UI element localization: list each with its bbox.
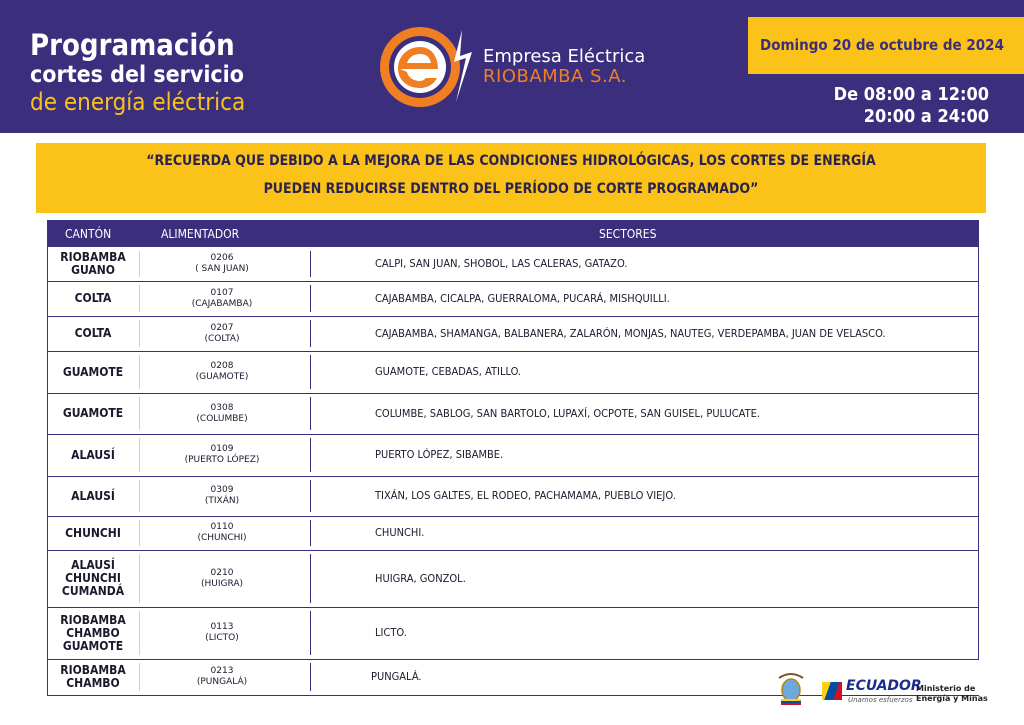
- canton-name: RIOBAMBA: [60, 663, 126, 677]
- alimentador-name: (CAJABAMBA): [191, 298, 253, 309]
- sectores-text: COLUMBE, SABLOG, SAN BARTOLO, LUPAXÍ, OCPOTE, SAN GUISEL, PULUCATE.: [375, 406, 761, 420]
- column-divider: [310, 663, 311, 691]
- alimentador-cell: [147, 607, 297, 659]
- table-header: [47, 220, 979, 247]
- alimentador-cell: [147, 550, 297, 607]
- column-divider: [310, 520, 311, 546]
- hours-line-1: De 08:00 a 12:00: [833, 84, 989, 105]
- alimentador-cell: [147, 316, 297, 351]
- alimentador-name: (COLUMBE): [196, 413, 248, 424]
- canton-name: ALAUSÍ: [71, 558, 115, 572]
- canton-name: COLTA: [74, 291, 112, 305]
- alimentador-name: (LICTO): [205, 633, 239, 643]
- canton-name: GUANO: [71, 263, 115, 277]
- alimentador-cell: [147, 476, 297, 516]
- table-row: [47, 516, 979, 551]
- alimentador-code: 0309: [210, 485, 234, 495]
- column-divider: [310, 554, 311, 603]
- canton-cell: [47, 316, 139, 351]
- column-divider: [139, 611, 140, 655]
- alimentador-cell: [147, 281, 297, 316]
- canton-name: CHUNCHI: [65, 525, 121, 540]
- canton-cell: [47, 659, 139, 695]
- column-divider: [139, 320, 140, 347]
- table-row: [47, 351, 979, 394]
- column-divider: [139, 663, 140, 691]
- column-divider: [139, 480, 140, 512]
- column-divider: [310, 355, 311, 389]
- canton-name: CHUNCHI: [65, 571, 121, 585]
- canton-cell: [47, 281, 139, 316]
- canton-cell: [47, 476, 139, 516]
- canton-name: GUAMOTE: [62, 638, 124, 653]
- table-row: [47, 550, 979, 608]
- column-divider: [310, 251, 311, 277]
- canton-cell: [47, 607, 139, 659]
- column-divider: [310, 611, 311, 655]
- alimentador-cell: [147, 351, 297, 393]
- sectores-text: CALPI, SAN JUAN, SHOBOL, LAS CALERAS, GATAZO.: [375, 257, 628, 270]
- canton-name: ALAUSÍ: [71, 488, 115, 503]
- alimentador-cell: [147, 393, 297, 434]
- column-divider: [139, 554, 140, 603]
- ecuador-coat-of-arms-icon: [776, 670, 806, 710]
- canton-cell: [47, 247, 139, 281]
- alimentador-cell: [147, 516, 297, 550]
- column-divider: [310, 397, 311, 430]
- column-divider: [310, 285, 311, 312]
- company-name-line1: Empresa Eléctrica: [483, 46, 646, 67]
- date-text: Domingo 20 de octubre de 2024: [760, 36, 1004, 54]
- sectores-text: CAJABAMBA, SHAMANGA, BALBANERA, ZALARÓN, MONJAS, NAUTEG, VERDEPAMBA, JUAN DE VELASCO.: [375, 326, 886, 340]
- sectores-text: GUAMOTE, CEBADAS, ATILLO.: [375, 365, 522, 378]
- alimentador-code: 0308: [210, 402, 234, 413]
- ministry-name: [916, 684, 988, 704]
- outage-hours: [834, 84, 989, 128]
- alimentador-code: 0109: [210, 444, 234, 454]
- sectores-cell: [375, 607, 945, 659]
- column-divider: [310, 480, 311, 512]
- ecuador-logo: ECUADOR: [846, 678, 922, 694]
- alimentador-code: 0110: [210, 522, 234, 532]
- notice-line-1: “RECUERDA QUE DEBIDO A LA MEJORA DE LAS CONDICIONES HIDROLÓGICAS, LOS CORTES DE ENERGÍA: [146, 153, 876, 169]
- table-row: [47, 434, 979, 477]
- column-divider: [139, 520, 140, 546]
- column-divider: [310, 320, 311, 347]
- alimentador-name: (COLTA): [204, 333, 240, 344]
- sectores-cell: [375, 393, 945, 434]
- table-row: [47, 607, 979, 660]
- alimentador-cell: [147, 247, 297, 281]
- sectores-cell: [375, 516, 945, 550]
- table-row: [47, 316, 979, 352]
- alimentador-cell: [147, 434, 297, 476]
- ecuador-flag-stripes-icon: [822, 682, 842, 700]
- alimentador-name: (GUAMOTE): [195, 372, 249, 382]
- sectores-text: LICTO.: [375, 626, 407, 639]
- header-alimentador: ALIMENTADOR: [161, 227, 240, 241]
- sectores-text: PUNGALÁ.: [371, 670, 422, 683]
- alimentador-name: (PUNGALÁ): [196, 677, 248, 687]
- column-divider: [139, 397, 140, 430]
- hours-line-2: 20:00 a 24:00: [863, 106, 989, 127]
- canton-name: GUAMOTE: [62, 364, 124, 379]
- page-title: [30, 30, 245, 115]
- alimentador-cell: [147, 659, 297, 695]
- sectores-cell: [375, 316, 945, 351]
- alimentador-name: (CHUNCHI): [197, 533, 247, 543]
- column-divider: [139, 355, 140, 389]
- alimentador-code: 0107: [210, 287, 234, 298]
- header-canton: CANTÓN: [65, 227, 112, 241]
- column-divider: [139, 285, 140, 312]
- alimentador-code: 0210: [210, 567, 234, 578]
- company-name: [483, 47, 645, 87]
- canton-name: COLTA: [74, 326, 112, 340]
- column-divider: [139, 438, 140, 472]
- table-row: [47, 247, 979, 282]
- sectores-text: TIXÁN, LOS GALTES, EL RODEO, PACHAMAMA, PUEBLO VIEJO.: [375, 489, 676, 502]
- sectores-text: CHUNCHI.: [375, 526, 425, 539]
- alimentador-code: 0208: [210, 361, 234, 371]
- sectores-text: HUIGRA, GONZOL.: [375, 571, 466, 585]
- sectores-cell: [375, 247, 945, 281]
- ecuador-slogan: Unamos esfuerzos: [848, 696, 913, 704]
- canton-name: RIOBAMBA: [60, 250, 126, 264]
- title-line-3: de energía eléctrica: [30, 88, 246, 116]
- canton-cell: [47, 516, 139, 550]
- date-badge: [748, 17, 1024, 74]
- sectores-cell: [375, 476, 945, 516]
- column-divider: [139, 251, 140, 277]
- alimentador-code: 0207: [210, 322, 234, 333]
- alimentador-code: 0213: [210, 666, 234, 676]
- ministry-line-1: Ministerio de: [916, 684, 976, 693]
- sectores-cell: [375, 351, 945, 393]
- alimentador-code: 0206: [210, 253, 234, 263]
- sectores-cell: [375, 281, 945, 316]
- canton-cell: [47, 550, 139, 607]
- notice-banner: [36, 143, 986, 213]
- canton-name: ALAUSÍ: [71, 447, 115, 462]
- canton-cell: [47, 434, 139, 476]
- title-line-1: Programación: [30, 28, 235, 62]
- canton-name: GUAMOTE: [62, 406, 124, 420]
- sectores-text: CAJABAMBA, CICALPA, GUERRALOMA, PUCARÁ, MISHQUILLI.: [375, 291, 670, 305]
- column-divider: [310, 438, 311, 472]
- sectores-text: PUERTO LÓPEZ, SIBAMBE.: [375, 448, 504, 461]
- table-row: [47, 281, 979, 317]
- canton-name: CUMANDÁ: [61, 584, 125, 598]
- company-name-line2: RIOBAMBA S.A.: [483, 66, 627, 87]
- canton-cell: [47, 393, 139, 434]
- alimentador-name: (HUIGRA): [200, 578, 244, 589]
- canton-name: RIOBAMBA: [60, 612, 126, 627]
- alimentador-name: ( SAN JUAN): [195, 264, 249, 274]
- company-logo-icon: [376, 22, 476, 116]
- table-row: [47, 393, 979, 435]
- canton-name: CHAMBO: [66, 625, 120, 640]
- ministry-line-2: Energía y Minas: [916, 694, 988, 703]
- alimentador-name: (TIXÁN): [204, 496, 240, 506]
- sectores-cell: [375, 550, 945, 607]
- sectores-cell: [375, 434, 945, 476]
- canton-cell: [47, 351, 139, 393]
- alimentador-code: 0113: [210, 622, 234, 632]
- table-row: [47, 476, 979, 517]
- alimentador-name: (PUERTO LÓPEZ): [184, 455, 260, 465]
- notice-line-2: PUEDEN REDUCIRSE DENTRO DEL PERÍODO DE CORTE PROGRAMADO”: [263, 181, 759, 197]
- title-line-2: cortes del servicio: [30, 62, 244, 88]
- canton-name: CHAMBO: [66, 676, 120, 690]
- header-sectores: SECTORES: [599, 227, 657, 241]
